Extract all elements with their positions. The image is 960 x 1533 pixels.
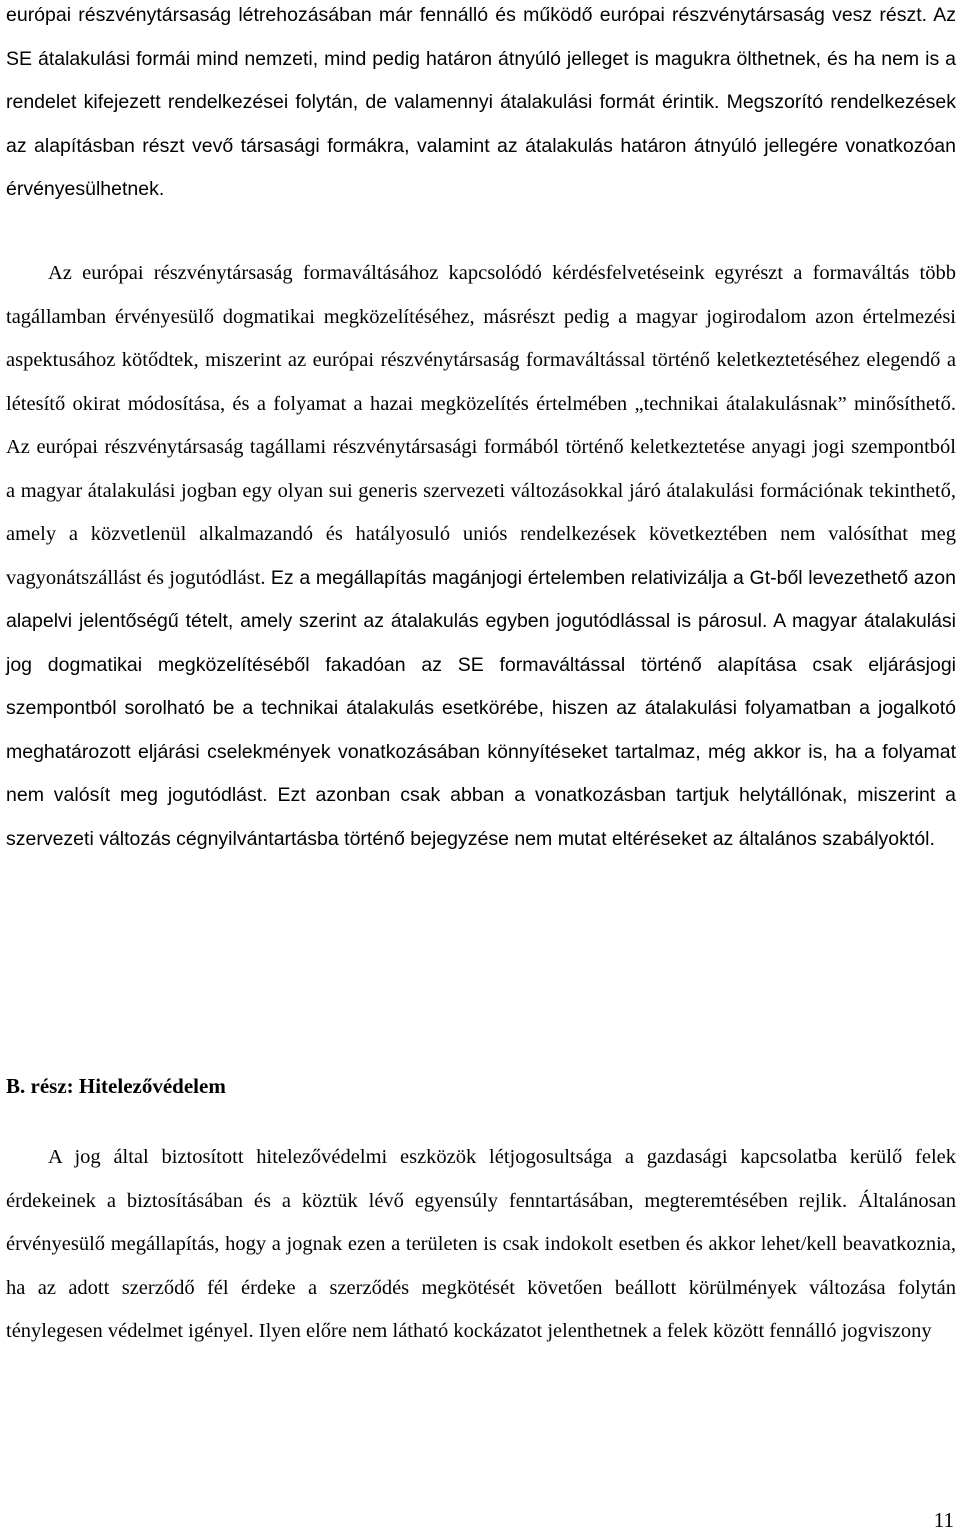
section-heading: B. rész: Hitelezővédelem bbox=[6, 1074, 226, 1098]
paragraph-3: A jog által biztosított hitelezővédelmi eszközök létjogosultsága a gazdasági kapcsolatba kerülő felek érdekeinek a biztosításában és a köztük lévő egyensúly fenntartásában, megteremtésében rejlik. Általánosan érvényesülő megállapítás, hogy a jognak ezen a területen is csak indokolt esetben és akkor lehet/kell beavatkoznia, ha az adott szerződő fél érdeke a szerződés megkötését követően beállott körülmények változása folytán ténylegesen védelmet igényel. Ilyen előre nem látható kockázatot jelenthetnek a felek között fennálló jogviszony bbox=[6, 1146, 956, 1342]
paragraph-2-sans-part: Ez a megállapítás magánjogi értelemben relativizálja a Gt-ből levezethető azon alapelvi jelentőségű tételt, amely szerint az átalakulás egyben jogutódlással is párosul. A magyar átalakulási jog dogmatikai megközelítéséből fakadóan az SE formaváltással történő alapítása csak eljárásjogi szempontból sorolható be a technikai átalakulás esetkörébe, hiszen az átalakulási folyamatban a jogalkotó meghatározott eljárási cselekmények vonatkozásában könnyítéseket tartalmaz, még akkor is, ha a folyamat nem valósít meg jogutódlást. Ezt azonban csak abban a vonatkozásban tartjuk helytállónak, miszerint a szervezeti változás cégnyilvántartásba történő bejegyzése nem mutat eltéréseket az általános szabályoktól. bbox=[6, 566, 956, 850]
paragraph-2 bbox=[6, 252, 956, 861]
page-number: 11 bbox=[933, 1508, 954, 1532]
paragraph-1: európai részvénytársaság létrehozásában már fennálló és működő európai részvénytársaság vesz részt. Az SE átalakulási formái mind nemzeti, mind pedig határon átnyúló jelleget is magukra ölthetnek, és ha nem is a rendelet kifejezett rendelkezései folytán, de valamennyi átalakulási formát érintik. Megszorító rendelkezések az alapításban részt vevő társasági formákra, valamint az átalakulás határon átnyúló jellegére vonatkozóan érvényesülhetnek. bbox=[6, 4, 956, 200]
paragraph-2-serif-part: Az európai részvénytársaság formaváltásához kapcsolódó kérdésfelvetéseink egyrészt a formaváltás több tagállamban érvényesülő dogmatikai megközelítéséhez, másrészt pedig a magyar jogirodalom azon értelmezési aspektusához kötődtek, miszerint az európai részvénytársaság formaváltással történő keletkeztetéséhez elegendő a létesítő okirat módosítása, és a folyamat a hazai megközelítés értelmében „technikai átalakulásnak” minősíthető. Az európai részvénytársaság tagállami részvénytársasági formából történő keletkeztetése anyagi jogi szempontból a magyar átalakulási jogban egy olyan sui generis szervezeti változásokkal járó átalakulási formációnak tekinthető, amely a közvetlenül alkalmazandó és hatályosuló uniós rendelkezések következtében nem valósíthat meg vagyonátszállást és jogutódlást. bbox=[6, 262, 956, 589]
